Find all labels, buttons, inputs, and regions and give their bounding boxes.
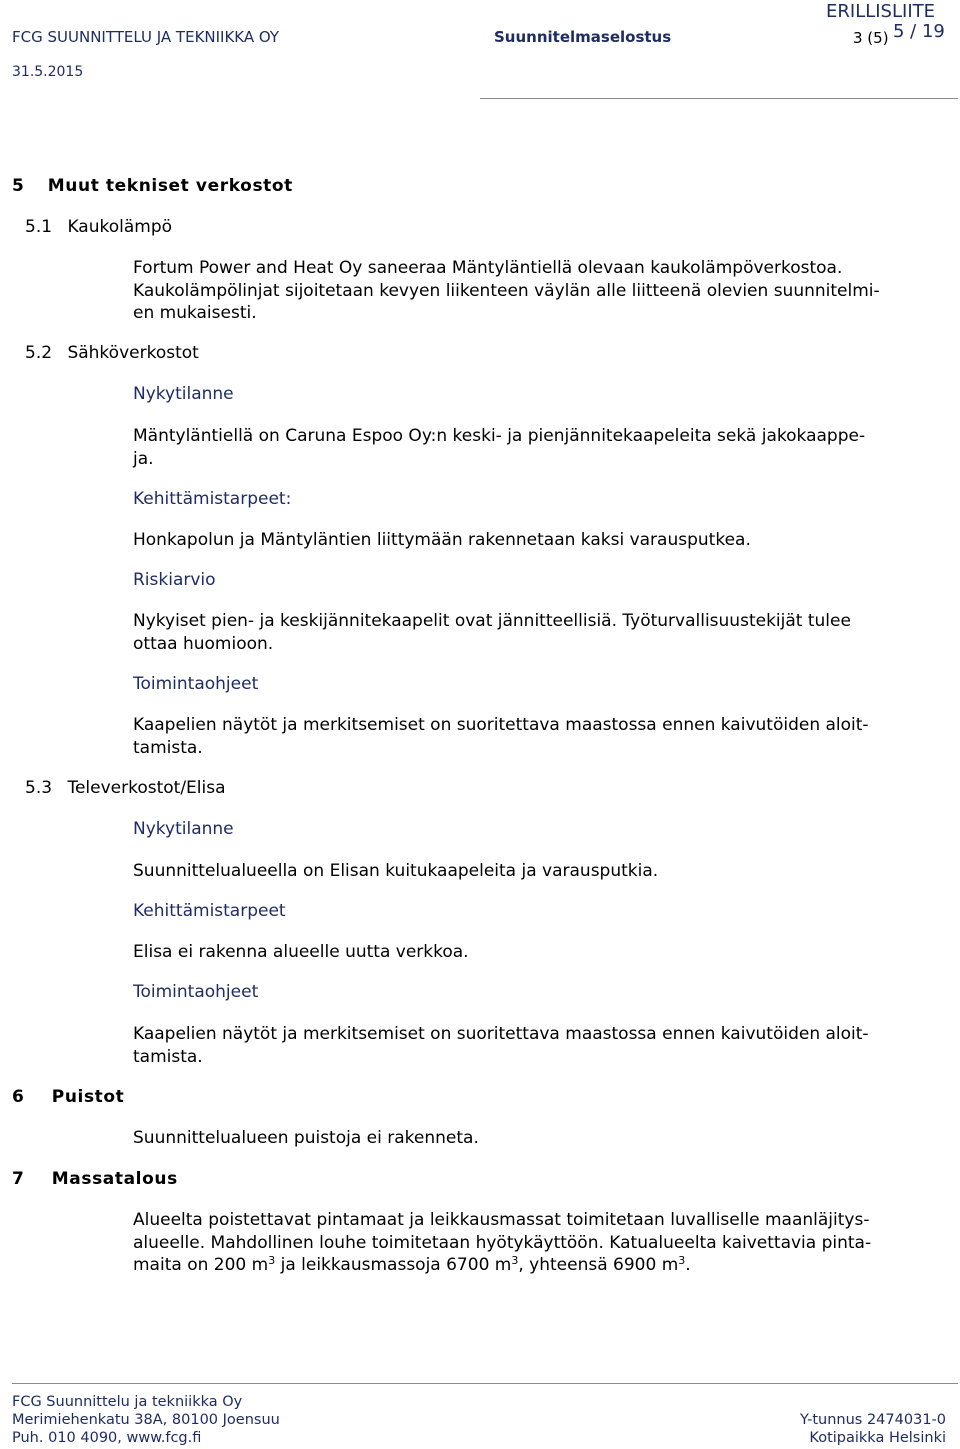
- section-5-3-heading: [25, 778, 226, 798]
- section-7-heading: [12, 1169, 178, 1189]
- section-7-line-3-part-2: ja leikkausmassoja 6700 m: [275, 1255, 512, 1275]
- section-5-1-line-1: Fortum Power and Heat Oy saneeraa Mäntyläntiellä olevaan kaukolämpöverkostoa.: [133, 258, 843, 278]
- section-7-number: 7: [12, 1169, 24, 1189]
- section-7-paragraph: [133, 1209, 938, 1277]
- section-7-line-3: [133, 1254, 938, 1277]
- header-page-inner: 3 (5): [853, 29, 889, 47]
- section-6-number: 6: [12, 1087, 24, 1107]
- s53-nykytilanne-paragraph: Suunnittelualueella on Elisan kuitukaapeleita ja varausputkia.: [133, 861, 659, 881]
- s52-riski-line-2: ottaa huomioon.: [133, 633, 274, 654]
- section-5-1-paragraph: [133, 257, 938, 325]
- s53-toimintaohjeet-line-2: tamista.: [133, 1046, 203, 1067]
- section-7-line-3-part-3: , yhteensä 6900 m: [518, 1255, 679, 1275]
- s52-toimintaohjeet-line-2: tamista.: [133, 737, 203, 758]
- footer-address: Merimiehenkatu 38A, 80100 Joensuu: [12, 1412, 280, 1428]
- header-page-outer: 5 / 19: [893, 21, 945, 42]
- header-company: FCG SUUNNITTELU JA TEKNIIKKA OY: [12, 28, 280, 46]
- s52-riski-paragraph: [133, 610, 938, 655]
- section-7-line-3-part-4: .: [685, 1255, 691, 1275]
- section-5-2-title: Sähköverkostot: [67, 343, 199, 363]
- s52-nykytilanne-paragraph: [133, 425, 938, 470]
- s52-riski-heading: Riskiarvio: [133, 570, 216, 590]
- section-5-1-title: Kaukolämpö: [67, 217, 173, 237]
- s52-toimintaohjeet-paragraph: [133, 714, 938, 759]
- section-5-number: 5: [12, 176, 24, 196]
- header-date: 31.5.2015: [12, 64, 84, 80]
- section-5-1-line-3: en mukaisesti.: [133, 303, 257, 323]
- section-5-1-number: 5.1: [25, 217, 53, 237]
- section-5-3-title: Televerkostot/Elisa: [67, 778, 226, 798]
- section-7-line-3-part-1: maita on 200 m: [133, 1255, 269, 1275]
- section-5-2-heading: [25, 343, 199, 363]
- section-5-1-heading: [25, 217, 172, 237]
- s53-toimintaohjeet-paragraph: [133, 1023, 938, 1068]
- header-attachment: ERILLISLIITE: [826, 1, 935, 22]
- s53-toimintaohjeet-heading: Toimintaohjeet: [133, 982, 259, 1002]
- header-doc-title: Suunnitelmaselostus: [494, 28, 672, 46]
- section-7-line-2: alueelle. Mahdollinen louhe toimitetaan hyötykäyttöön. Katualueelta kaivettavia pinta-: [133, 1232, 872, 1253]
- superscript-3-b: 3: [511, 1254, 519, 1267]
- footer-company: FCG Suunnittelu ja tekniikka Oy: [12, 1394, 243, 1410]
- footer-contact: Puh. 010 4090, www.fcg.fi: [12, 1430, 202, 1446]
- s53-kehittamis-heading: Kehittämistarpeet: [133, 901, 286, 921]
- footer-business-id: Y-tunnus 2474031-0: [799, 1412, 946, 1428]
- s52-riski-line-1: Nykyiset pien- ja keskijännitekaapelit ovat jännitteellisiä. Työturvallisuustekijät tulee: [133, 611, 851, 631]
- section-7-title: Massatalous: [51, 1169, 178, 1189]
- superscript-3-a: 3: [268, 1254, 276, 1267]
- s52-toimintaohjeet-line-1: Kaapelien näytöt ja merkitsemiset on suoritettava maastossa ennen kaivutöiden aloit-: [133, 715, 869, 735]
- s53-nykytilanne-heading: Nykytilanne: [133, 819, 234, 839]
- s52-nykytilanne-heading: Nykytilanne: [133, 384, 234, 404]
- s52-kehittamis-paragraph: Honkapolun ja Mäntyläntien liittymään rakennetaan kaksi varausputkea.: [133, 530, 751, 550]
- section-6-heading: [12, 1087, 124, 1107]
- s52-kehittamis-heading: Kehittämistarpeet:: [133, 489, 292, 509]
- section-5-heading: [12, 176, 293, 196]
- s52-nykytilanne-line-1: Mäntyläntiellä on Caruna Espoo Oy:n keski- ja pienjännitekaapeleita sekä jakokaappe-: [133, 426, 866, 446]
- footer-domicile: Kotipaikka Helsinki: [809, 1430, 946, 1446]
- section-7-line-1: Alueelta poistettavat pintamaat ja leikkausmassat toimitetaan luvalliselle maanläjitys-: [133, 1210, 870, 1230]
- section-5-2-number: 5.2: [25, 343, 53, 363]
- s52-toimintaohjeet-heading: Toimintaohjeet: [133, 674, 259, 694]
- superscript-3-c: 3: [678, 1254, 686, 1267]
- header-rule: [480, 98, 958, 99]
- section-6-paragraph: Suunnittelualueen puistoja ei rakenneta.: [133, 1128, 479, 1148]
- section-6-title: Puistot: [51, 1087, 125, 1107]
- section-5-1-line-2: Kaukolämpölinjat sijoitetaan kevyen liikenteen väylän alle liitteenä olevien suunnitelmi-: [133, 280, 880, 301]
- footer-rule: [12, 1383, 958, 1384]
- section-5-title: Muut tekniset verkostot: [47, 176, 293, 196]
- s52-nykytilanne-line-2: ja.: [133, 448, 154, 469]
- section-5-3-number: 5.3: [25, 778, 53, 798]
- s53-kehittamis-paragraph: Elisa ei rakenna alueelle uutta verkkoa.: [133, 942, 469, 962]
- s53-toimintaohjeet-line-1: Kaapelien näytöt ja merkitsemiset on suoritettava maastossa ennen kaivutöiden aloit-: [133, 1024, 869, 1044]
